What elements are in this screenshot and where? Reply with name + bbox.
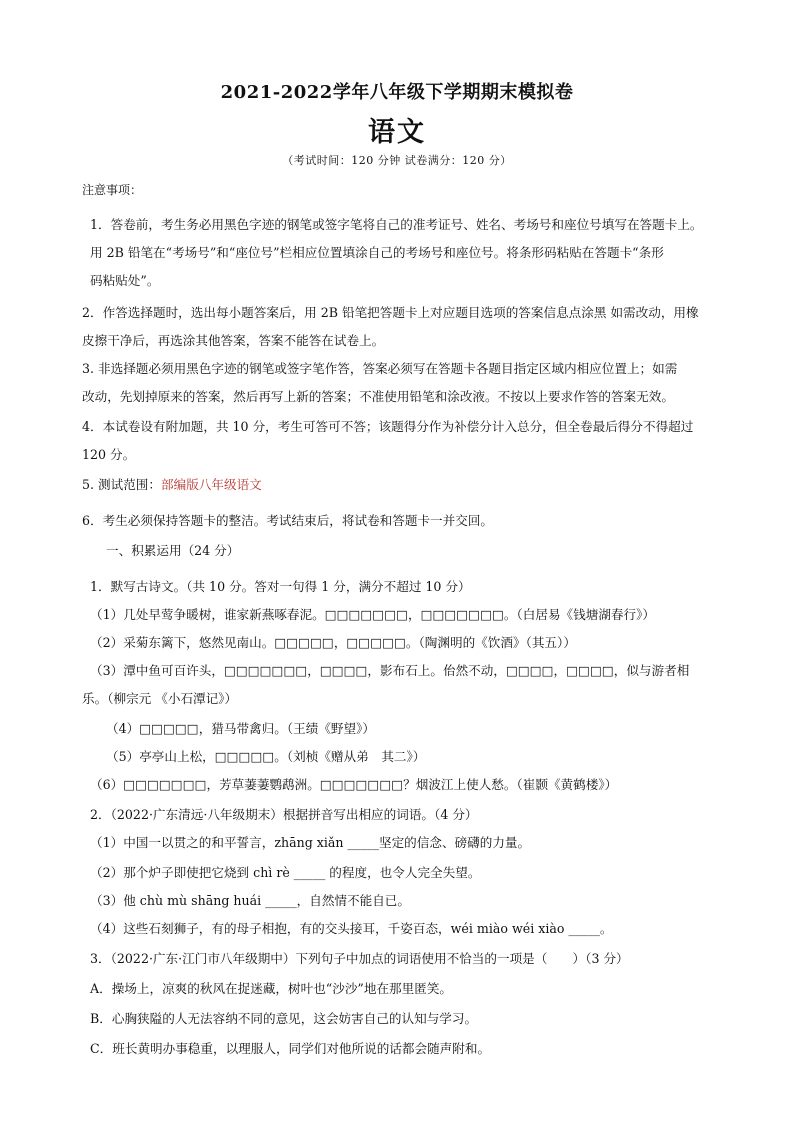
q2-line-1: （1）中国一以贯之的和平誓言，zhāng xiǎn _____坚定的信念、磅礴的力量。 — [90, 835, 531, 850]
notice-item-2: 2．作答选择题时，选出每小题答案后，用 2B 铅笔把答题卡上对应题目选项的答案信息点涂黑 如需改动，用橡 — [82, 305, 699, 320]
q3-option-c: C．班长黄明办事稳重，以理服人，同学们对他所说的话都会随声附和。 — [90, 1041, 491, 1056]
section-heading: 一、积累运用（24 分） — [106, 543, 240, 558]
q1-stem: 1．默写古诗文。（共 10 分。答对一句得 1 分，满分不超过 10 分） — [90, 579, 471, 594]
q2-line-2: （2）那个炉子即使把它烧到 chì rè _____ 的程度，也令人完全失望。 — [90, 865, 481, 880]
notice-item-3-cont: 改动，先划掉原来的答案，然后再写上新的答案；不准使用铅笔和涂改液。不按以上要求作答的答案无效。 — [82, 389, 674, 404]
notice-item-6: 6．考生必须保持答题卡的整洁。考试结束后，将试卷和答题卡一并交回。 — [82, 513, 494, 528]
exam-title: 2021-2022学年八年级下学期期末模拟卷 — [220, 82, 574, 103]
exam-meta: （考试时间：120 分钟 试卷满分：120 分） — [282, 154, 512, 167]
exam-subject: 语文 — [368, 117, 426, 148]
q2-stem: 2．（2022·广东清远·八年级期末）根据拼音写出相应的词语。（4 分） — [90, 807, 478, 822]
notice-item-1: 1．答卷前，考生务必用黑色字迹的钢笔或签字笔将自己的准考证号、姓名、考场号和座位号填写在答题卡上。 — [90, 217, 703, 232]
q3-option-b: B．心胸狭隘的人无法容纳不同的意见，这会妨害自己的认知与学习。 — [90, 1011, 478, 1026]
notice-item-4: 4．本试卷设有附加题，共 10 分，考生可答可不答；该题得分作为补偿分计入总分，但全卷最后得分不得超过 — [82, 419, 694, 434]
q3-option-a: A．操场上，凉爽的秋风在捉迷藏，树叶也“沙沙”地在那里匿笑。 — [90, 981, 453, 996]
q1-line-4: （4）□□□□□，猎马带禽归。（王绩《野望》） — [106, 721, 376, 736]
q1-line-3: （3）潭中鱼可百许头，□□□□□□□，□□□□，影布石上。佁然不动，□□□□，□□□□，似与游者相 — [90, 663, 690, 678]
q2-line-4: （4）这些石刻狮子，有的母子相抱，有的交头接耳，千姿百态，wéi miào wéi xiào _____。 — [90, 921, 613, 936]
notice-item-2-cont: 皮擦干净后，再选涂其他答案，答案不能答在试卷上。 — [82, 333, 385, 348]
notice-item-3: 3. 非选择题必须用黑色字迹的钢笔或签字笔作答，答案必须写在答题卡各题目指定区域内相应位置上；如需 — [82, 361, 678, 376]
q1-line-6: （6）□□□□□□□，芳草萋萋鹦鹉洲。□□□□□□□？烟波江上使人愁。（崔颢《黄鹤楼》） — [90, 777, 618, 792]
q1-line-2: （2）采菊东篱下，悠然见南山。□□□□□，□□□□□。（陶渊明的《饮酒》（其五）） — [90, 635, 576, 650]
q1-line-5: （5）亭亭山上松，□□□□□。（刘桢《赠从弟 其二》） — [106, 749, 426, 764]
notice-item-4-cont: 120 分。 — [82, 447, 136, 462]
scope-label: 5. 测试范围： — [82, 477, 161, 492]
notice-item-1-cont: 用 2B 铅笔在“考场号”和“座位号”栏相应位置填涂自己的考场号和座位号。将条形码粘贴在答题卡“条形 — [90, 245, 664, 260]
q1-line-1: （1）几处早莺争暖树，谁家新燕啄春泥。□□□□□□□，□□□□□□□。（白居易《钱塘湖春行》） — [90, 607, 655, 622]
scope-value: 部编版八年级语文 — [161, 477, 262, 492]
notice-item-1-cont2: 码粘贴处”。 — [90, 273, 160, 288]
notice-item-5 — [82, 476, 262, 494]
q3-stem: 3．（2022·广东·江门市八年级期中）下列句子中加点的词语使用不恰当的一项是（ ）（3 分） — [90, 951, 629, 966]
notice-heading: 注意事项： — [82, 183, 143, 197]
q2-line-3: （3）他 chù mù shāng huái _____，自然情不能自已。 — [90, 893, 410, 908]
q1-line-3-cont: 乐。（柳宗元 《小石潭记》） — [82, 691, 238, 706]
